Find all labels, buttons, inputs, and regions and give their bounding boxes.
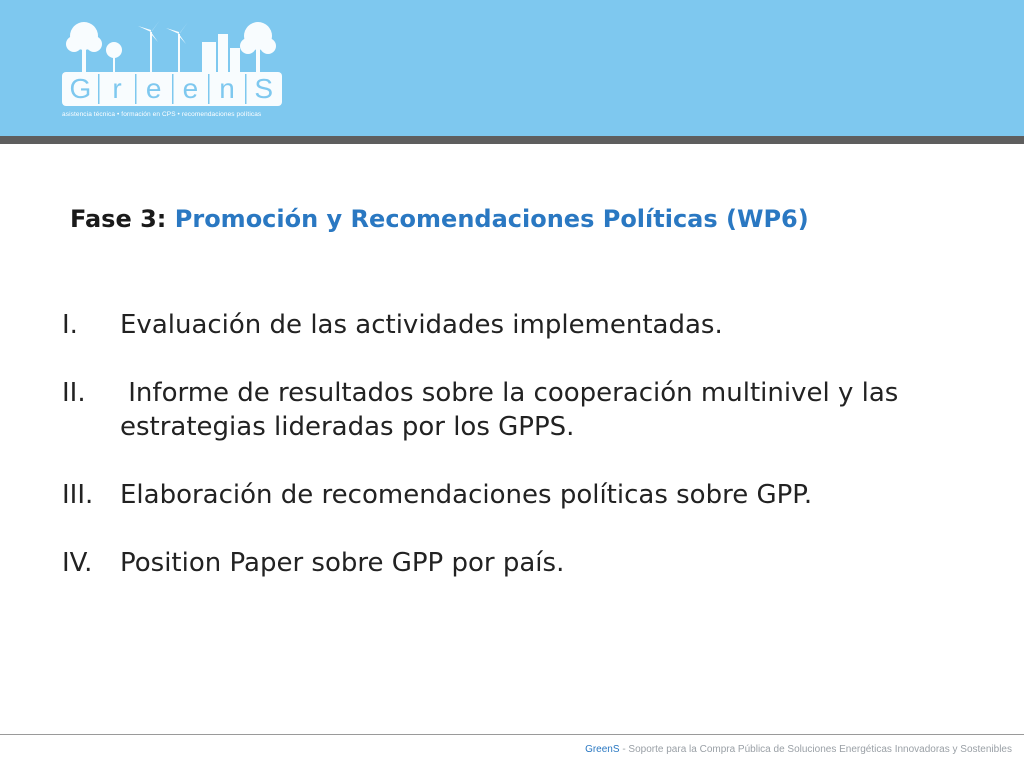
greens-logo bbox=[62, 14, 282, 124]
item-text: Evaluación de las actividades implementadas. bbox=[120, 310, 723, 340]
item-number: IV. bbox=[62, 548, 93, 578]
slide-footer bbox=[585, 744, 1012, 755]
item-number: III. bbox=[62, 480, 94, 510]
item-text: Elaboración de recomendaciones políticas sobre GPP. bbox=[120, 480, 813, 510]
list-item bbox=[62, 478, 962, 512]
logo-letter: e bbox=[145, 73, 162, 104]
title-main: Promoción y Recomendaciones Políticas (WP6) bbox=[174, 205, 809, 233]
list-item bbox=[62, 308, 962, 342]
phase-item-list bbox=[62, 308, 962, 614]
slide-title bbox=[70, 205, 809, 233]
slide-header bbox=[0, 0, 1024, 136]
item-number: II. bbox=[62, 378, 86, 408]
footer-divider bbox=[0, 734, 1024, 735]
list-item bbox=[62, 546, 962, 580]
item-text: Informe de resultados sobre la cooperación multinivel y las estrategias lideradas por los GPPS. bbox=[120, 378, 907, 442]
logo-tagline: asistencia técnica • formación en CPS • recomendaciones políticas bbox=[62, 111, 262, 118]
title-prefix: Fase 3: bbox=[70, 205, 175, 233]
header-divider bbox=[0, 136, 1024, 144]
logo-letter: G bbox=[69, 73, 92, 104]
logo-letter: n bbox=[219, 73, 235, 104]
logo-letter: r bbox=[112, 73, 122, 104]
list-item bbox=[62, 376, 962, 444]
footer-text: - Soporte para la Compra Pública de Soluciones Energéticas Innovadoras y Sostenibles bbox=[619, 744, 1012, 755]
item-number: I. bbox=[62, 310, 78, 340]
logo-letter: e bbox=[182, 73, 199, 104]
logo-letter: S bbox=[254, 73, 274, 104]
item-text: Position Paper sobre GPP por país. bbox=[120, 548, 565, 578]
logo-wordmark bbox=[62, 72, 282, 106]
footer-brand: GreenS bbox=[585, 744, 620, 755]
